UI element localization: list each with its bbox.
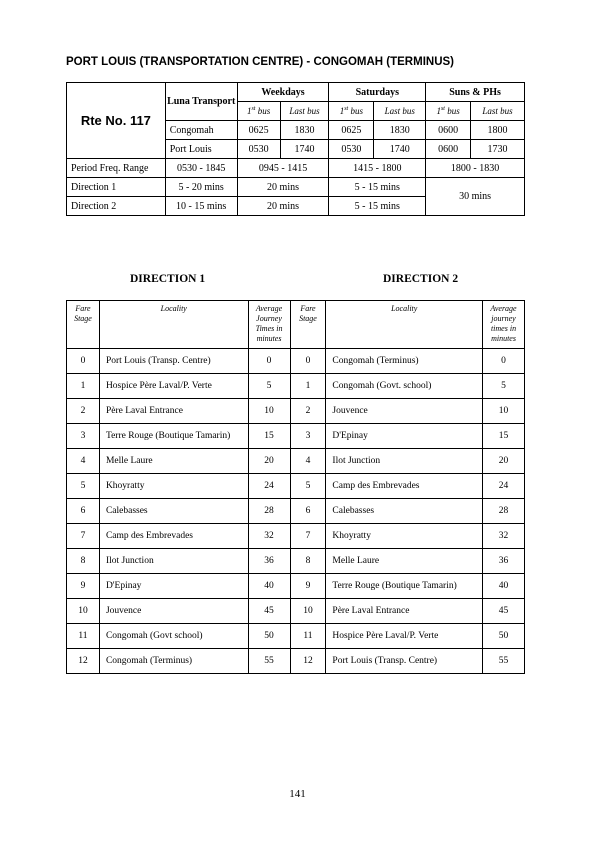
journey-time-cell: 15 (483, 424, 525, 449)
route-number: Rte No. 117 (67, 83, 166, 159)
locality-cell: Père Laval Entrance (99, 399, 248, 424)
fare-stage-cell: 4 (67, 449, 100, 474)
journey-time-cell: 50 (483, 624, 525, 649)
journey-time-header: Average journey times in minutes (483, 301, 525, 349)
fare-stage-cell: 11 (67, 624, 100, 649)
journey-time-cell: 32 (483, 524, 525, 549)
journey-time-cell: 40 (483, 574, 525, 599)
fare-stage-cell: 7 (290, 524, 326, 549)
weekdays-header: Weekdays (237, 83, 329, 102)
first-bus-header: 1st bus (237, 102, 280, 121)
table-row (67, 349, 525, 374)
timetable (66, 82, 525, 216)
locality-cell: D'Epinay (326, 424, 483, 449)
direction-2-title: DIRECTION 2 (383, 273, 459, 285)
journey-time-cell: 55 (248, 649, 290, 674)
operator-name: Luna Transport (165, 83, 237, 121)
origin-name: Congomah (165, 121, 237, 140)
locality-cell: Congomah (Govt. school) (326, 374, 483, 399)
direction-label: Direction 2 (67, 197, 166, 216)
fare-stage-cell: 6 (290, 499, 326, 524)
table-row (67, 649, 525, 674)
frequency-cell: 5 - 15 mins (329, 197, 426, 216)
journey-time-cell: 10 (483, 399, 525, 424)
frequency-cell: 20 mins (237, 197, 329, 216)
time-cell: 0530 (237, 140, 280, 159)
fare-stage-cell: 0 (67, 349, 100, 374)
fare-stage-cell: 6 (67, 499, 100, 524)
time-cell: 0530 (329, 140, 374, 159)
page-number: 141 (289, 788, 306, 800)
table-row (67, 499, 525, 524)
last-bus-header: Last bus (280, 102, 329, 121)
journey-time-cell: 20 (483, 449, 525, 474)
fare-stage-cell: 12 (67, 649, 100, 674)
locality-cell: Calebasses (99, 499, 248, 524)
locality-cell: Khoyratty (326, 524, 483, 549)
fare-stage-cell: 11 (290, 624, 326, 649)
table-row (67, 549, 525, 574)
table-row (67, 474, 525, 499)
last-bus-header: Last bus (374, 102, 426, 121)
locality-cell: Père Laval Entrance (326, 599, 483, 624)
locality-cell: Camp des Embrevades (326, 474, 483, 499)
fare-stage-cell: 9 (290, 574, 326, 599)
table-row (67, 424, 525, 449)
frequency-cell: 5 - 20 mins (165, 178, 237, 197)
direction-label: Direction 1 (67, 178, 166, 197)
time-cell: 1740 (280, 140, 329, 159)
journey-time-cell: 15 (248, 424, 290, 449)
table-row (67, 574, 525, 599)
locality-cell: Khoyratty (99, 474, 248, 499)
saturdays-header: Saturdays (329, 83, 426, 102)
journey-time-cell: 0 (483, 349, 525, 374)
locality-cell: Camp des Embrevades (99, 524, 248, 549)
locality-cell: Calebasses (326, 499, 483, 524)
time-cell: 0600 (426, 140, 471, 159)
locality-cell: Ilot Junction (99, 549, 248, 574)
fare-stage-cell: 2 (290, 399, 326, 424)
locality-cell: Jouvence (99, 599, 248, 624)
locality-header: Locality (326, 301, 483, 349)
locality-cell: Jouvence (326, 399, 483, 424)
fare-stage-cell: 3 (67, 424, 100, 449)
fare-stage-cell: 2 (67, 399, 100, 424)
journey-time-cell: 5 (483, 374, 525, 399)
route-title: PORT LOUIS (TRANSPORTATION CENTRE) - CONGOMAH (TERMINUS) (66, 56, 454, 68)
fare-stage-cell: 12 (290, 649, 326, 674)
time-cell: 1830 (280, 121, 329, 140)
last-bus-header: Last bus (471, 102, 525, 121)
table-row (67, 374, 525, 399)
fare-stage-cell: 3 (290, 424, 326, 449)
journey-time-cell: 50 (248, 624, 290, 649)
period-cell: 0530 - 1845 (165, 159, 237, 178)
time-cell: 1830 (374, 121, 426, 140)
locality-cell: Terre Rouge (Boutique Tamarin) (99, 424, 248, 449)
journey-time-cell: 28 (483, 499, 525, 524)
period-label: Period Freq. Range (67, 159, 166, 178)
first-bus-header: 1st bus (426, 102, 471, 121)
journey-time-cell: 45 (483, 599, 525, 624)
journey-time-cell: 20 (248, 449, 290, 474)
time-cell: 0600 (426, 121, 471, 140)
journey-time-header: Average Journey Times in minutes (248, 301, 290, 349)
frequency-cell: 5 - 15 mins (329, 178, 426, 197)
journey-time-cell: 45 (248, 599, 290, 624)
direction-1-title: DIRECTION 1 (130, 273, 206, 285)
journey-time-cell: 36 (248, 549, 290, 574)
period-frequency-row (67, 159, 525, 178)
locality-cell: D'Epinay (99, 574, 248, 599)
fare-stage-cell: 10 (67, 599, 100, 624)
journey-time-cell: 40 (248, 574, 290, 599)
locality-cell: Melle Laure (326, 549, 483, 574)
table-row (67, 599, 525, 624)
locality-cell: Congomah (Govt school) (99, 624, 248, 649)
time-cell: 0625 (329, 121, 374, 140)
fare-stage-header: Fare Stage (67, 301, 100, 349)
fare-stage-cell: 8 (290, 549, 326, 574)
fare-stage-cell: 10 (290, 599, 326, 624)
locality-cell: Port Louis (Transp. Centre) (99, 349, 248, 374)
fare-stage-cell: 0 (290, 349, 326, 374)
locality-cell: Congomah (Terminus) (326, 349, 483, 374)
suns-phs-header: Suns & PHs (426, 83, 525, 102)
locality-cell: Hospice Père Laval/P. Verte (326, 624, 483, 649)
journey-time-cell: 5 (248, 374, 290, 399)
direction1-frequency-row (67, 178, 525, 197)
locality-cell: Ilot Junction (326, 449, 483, 474)
journey-time-cell: 36 (483, 549, 525, 574)
frequency-cell: 10 - 15 mins (165, 197, 237, 216)
time-cell: 1740 (374, 140, 426, 159)
time-cell: 1730 (471, 140, 525, 159)
frequency-cell: 20 mins (237, 178, 329, 197)
table-row (67, 524, 525, 549)
fare-stage-cell: 1 (67, 374, 100, 399)
table-row (67, 399, 525, 424)
fare-stage-cell: 4 (290, 449, 326, 474)
locality-cell: Congomah (Terminus) (99, 649, 248, 674)
fare-stage-cell: 5 (290, 474, 326, 499)
period-cell: 0945 - 1415 (237, 159, 329, 178)
journey-time-cell: 55 (483, 649, 525, 674)
fare-stage-cell: 5 (67, 474, 100, 499)
locality-cell: Terre Rouge (Boutique Tamarin) (326, 574, 483, 599)
period-cell: 1800 - 1830 (426, 159, 525, 178)
locality-cell: Melle Laure (99, 449, 248, 474)
period-cell: 1415 - 1800 (329, 159, 426, 178)
fare-stage-cell: 9 (67, 574, 100, 599)
locality-cell: Port Louis (Transp. Centre) (326, 649, 483, 674)
journey-time-cell: 24 (248, 474, 290, 499)
journey-time-cell: 24 (483, 474, 525, 499)
fare-stage-header: Fare Stage (290, 301, 326, 349)
journey-time-cell: 0 (248, 349, 290, 374)
fare-stage-cell: 1 (290, 374, 326, 399)
fare-stage-table (66, 300, 525, 674)
journey-time-cell: 28 (248, 499, 290, 524)
locality-header: Locality (99, 301, 248, 349)
table-row (67, 624, 525, 649)
journey-time-cell: 32 (248, 524, 290, 549)
time-cell: 0625 (237, 121, 280, 140)
first-bus-header: 1st bus (329, 102, 374, 121)
table-row (67, 449, 525, 474)
journey-time-cell: 10 (248, 399, 290, 424)
time-cell: 1800 (471, 121, 525, 140)
locality-cell: Hospice Père Laval/P. Verte (99, 374, 248, 399)
origin-name: Port Louis (165, 140, 237, 159)
frequency-cell: 30 mins (426, 178, 525, 216)
fare-stage-cell: 8 (67, 549, 100, 574)
fare-stage-cell: 7 (67, 524, 100, 549)
